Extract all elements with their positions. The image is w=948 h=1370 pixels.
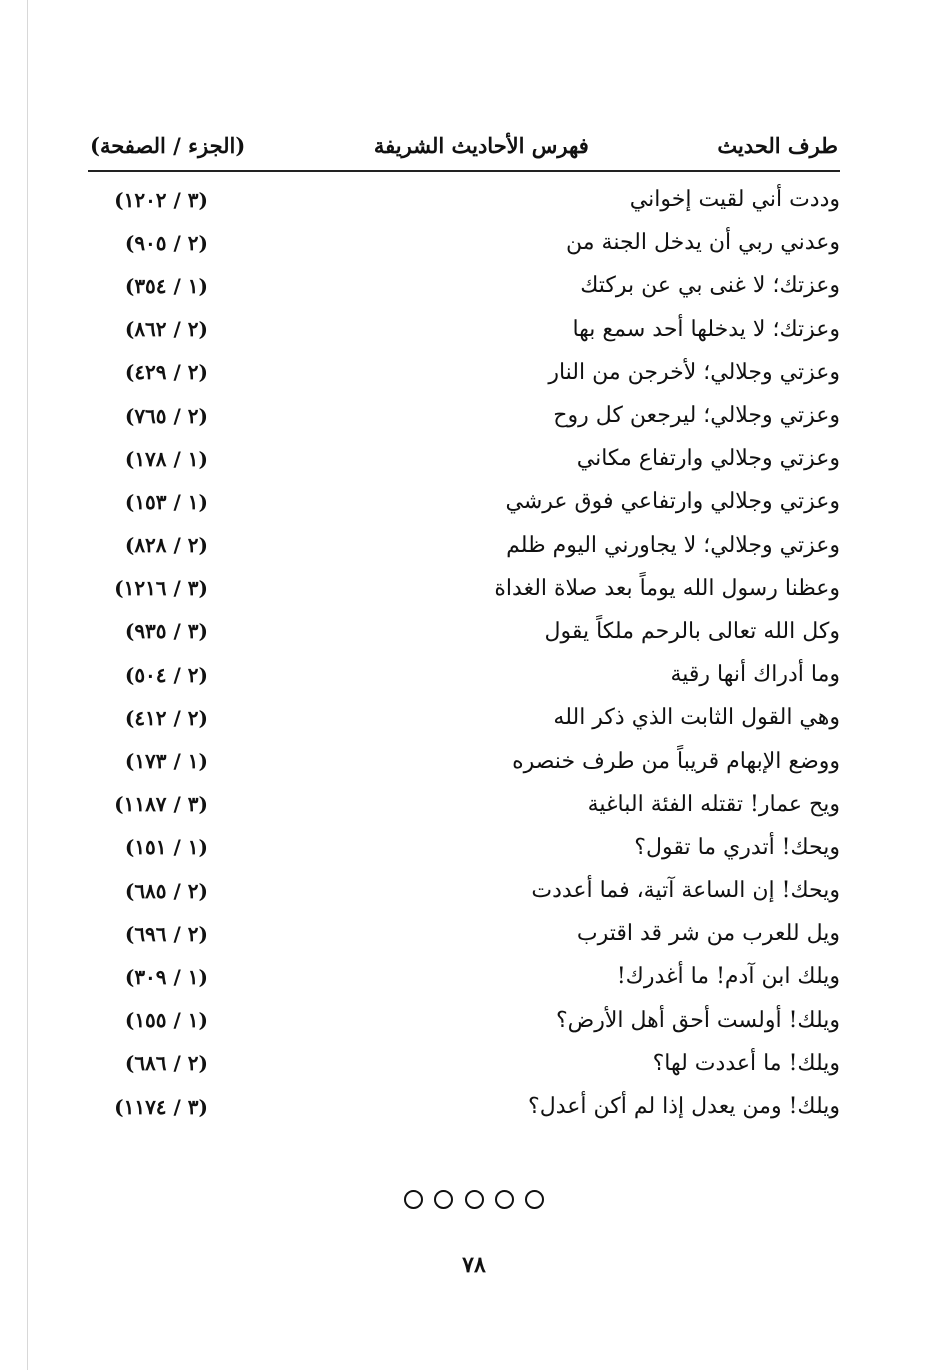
circle-icon (465, 1190, 484, 1209)
header-divider (88, 170, 840, 172)
volume-page-ref: (١ / ٣٥٤) (124, 273, 208, 298)
volume-page-ref: (١ / ١٧٨) (124, 446, 208, 471)
hadith-text: ويحك! إن الساعة آتية، فما أعددت (531, 878, 840, 904)
hadith-text: وددت أني لقيت إخواني (629, 187, 840, 213)
volume-page-ref: (٢ / ٦٨٥) (124, 878, 208, 903)
hadith-text: وعزتي وجلالي؛ ليرجعن كل روح (553, 403, 840, 429)
list-item (90, 264, 840, 307)
volume-page-ref: (١ / ١٥٥) (124, 1008, 208, 1033)
list-item (90, 1085, 840, 1128)
list-item (90, 178, 840, 221)
hadith-text: وعزتي وجلالي؛ لا يجاورني اليوم ظلم (506, 532, 840, 558)
volume-page-ref: (٢ / ٨٦٢) (124, 317, 208, 342)
hadith-text: ويل للعرب من شر قد اقترب (576, 921, 840, 947)
volume-page-ref: (٢ / ٩٠٥) (124, 230, 208, 255)
hadith-text: وعزتك؛ لا يدخلها أحد سمع بها (572, 316, 840, 342)
volume-page-ref: (١ / ٣٠٩) (124, 964, 208, 989)
hadith-text: ويح عمار! تقتله الفئة الباغية (587, 791, 840, 817)
hadith-text: وعزتي وجلالي؛ لأخرجن من النار (548, 359, 840, 385)
volume-page-ref: (٣ / ١١٨٧) (114, 792, 208, 817)
list-item (90, 351, 840, 394)
circle-icon (495, 1190, 514, 1209)
hadith-text: ويلك! ما أعددت لها؟ (652, 1050, 840, 1076)
circle-icon (434, 1190, 453, 1209)
list-item (90, 869, 840, 912)
volume-page-ref: (١ / ١٧٣) (124, 749, 208, 774)
hadith-text: وعدني ربي أن يدخل الجنة من (566, 230, 840, 256)
hadith-text: وما أدراك أنها رقية (670, 662, 840, 688)
hadith-text: وكل الله تعالى بالرحم ملكاً يقول (544, 618, 840, 644)
list-item (90, 783, 840, 826)
volume-page-ref: (١ / ١٥١) (124, 835, 208, 860)
volume-page-ref: (٣ / ١٢٠٢) (114, 187, 208, 212)
page-title: فهرس الأحاديث الشريفة (373, 132, 589, 158)
column-title-volume-page: (الجزء / الصفحة) (90, 132, 246, 158)
volume-page-ref: (٣ / ٩٣٥) (124, 619, 208, 644)
list-item (90, 696, 840, 739)
list-item (90, 221, 840, 264)
hadith-index-list (90, 178, 840, 1128)
page-number: ٧٨ (462, 1252, 486, 1278)
circle-icon (404, 1190, 423, 1209)
circle-icon (525, 1190, 544, 1209)
volume-page-ref: (٢ / ٧٦٥) (124, 403, 208, 428)
list-item (90, 308, 840, 351)
volume-page-ref: (٢ / ٦٩٦) (124, 921, 208, 946)
list-item (90, 826, 840, 869)
section-end-ornament (404, 1183, 544, 1215)
hadith-text: وهي القول الثابت الذي ذكر الله (553, 705, 840, 731)
volume-page-ref: (٢ / ٥٠٤) (124, 662, 208, 687)
list-item (90, 1042, 840, 1085)
list-item (90, 567, 840, 610)
volume-page-ref: (١ / ١٥٣) (124, 489, 208, 514)
hadith-text: ويلك ابن آدم! ما أغدرك! (616, 964, 840, 990)
hadith-text: وعزتي وجلالي وارتفاعي فوق عرشي (505, 489, 840, 515)
hadith-text: ويلك! ومن يعدل إذا لم أكن أعدل؟ (528, 1094, 840, 1120)
list-item (90, 653, 840, 696)
volume-page-ref: (٢ / ٤١٢) (124, 705, 208, 730)
hadith-text: وعزتك؛ لا غنى بي عن بركتك (580, 273, 840, 299)
index-header (90, 128, 838, 162)
hadith-text: وعزتي وجلالي وارتفاع مكاني (576, 446, 840, 472)
volume-page-ref: (٢ / ٤٢٩) (124, 360, 208, 385)
volume-page-ref: (٣ / ١١٧٤) (114, 1094, 208, 1119)
list-item (90, 912, 840, 955)
list-item (90, 610, 840, 653)
hadith-text: وعظنا رسول الله يوماً بعد صلاة الغداة (494, 575, 840, 601)
list-item (90, 739, 840, 782)
volume-page-ref: (٢ / ٦٨٦) (124, 1051, 208, 1076)
volume-page-ref: (٣ / ١٢١٦) (114, 576, 208, 601)
list-item (90, 999, 840, 1042)
hadith-text: ويحك! أتدري ما تقول؟ (634, 834, 840, 860)
hadith-text: ووضع الإبهام قريباً من طرف خنصره (512, 748, 840, 774)
list-item (90, 480, 840, 523)
column-title-hadith: طرف الحديث (717, 132, 838, 158)
page-margin-line (27, 0, 28, 1370)
volume-page-ref: (٢ / ٨٢٨) (124, 533, 208, 558)
list-item (90, 437, 840, 480)
list-item (90, 524, 840, 567)
list-item (90, 955, 840, 998)
hadith-text: ويلك! أولست أحق أهل الأرض؟ (555, 1007, 840, 1033)
list-item (90, 394, 840, 437)
